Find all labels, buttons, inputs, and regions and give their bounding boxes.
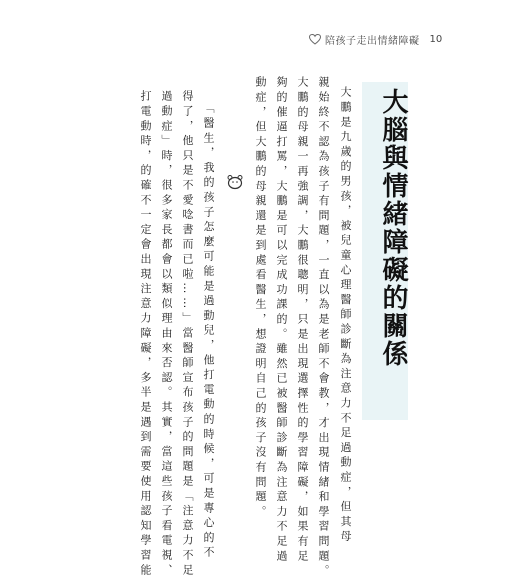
text-column: 得了，他只是不愛唸書而已啦……」當醫師宣布孩子的問題是「注意力不足 — [181, 90, 194, 579]
text-column: 「醫生，我的孩子怎麼可能是過動兒，他打電動的時候，可是專心的不 — [202, 102, 215, 561]
text-column: 親始終不認為孩子有問題，一直以為是老師不會教，才出現情緒和學習問題。 — [317, 76, 330, 579]
heart-icon — [309, 34, 321, 45]
text-column: 大鵬是九歲的男孩，被兒童心理醫師診斷為注意力不足過動症，但其母 — [339, 86, 352, 545]
text-column: 打電動時，的確不一定會出現注意力障礙，多半是遇到需要使用認知學習能 — [139, 90, 152, 579]
page-header — [309, 31, 442, 47]
text-column: 夠的催逼打罵，大鵬是可以完成功課的。雖然已被醫師診斷為注意力不足過 — [275, 76, 288, 565]
paw-ornament-icon — [226, 174, 244, 190]
text-column: 大鵬的母親一再強調，大鵬很聰明，只是出現選擇性的學習障礙，如果有足 — [296, 76, 309, 565]
text-column: 動症，但大鵬的母親還是到處看醫生，想證明自己的孩子沒有問題。 — [254, 76, 267, 520]
running-title: 陪孩子走出情緒障礙 — [325, 35, 420, 47]
section-title: 大腦與情緒障礙的關係 — [378, 88, 408, 368]
page-number: 10 — [429, 33, 443, 45]
text-column: 過動症」時，很多家長都會以類似理由來否認。其實，當這些孩子看電視、 — [160, 90, 173, 579]
